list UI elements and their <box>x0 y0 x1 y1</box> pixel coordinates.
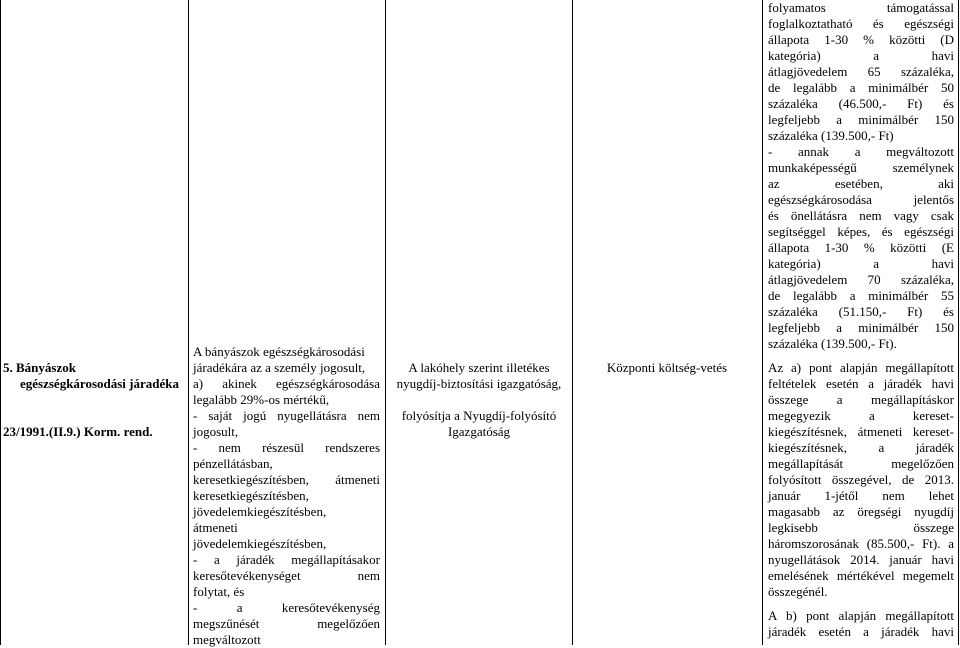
amount-rule-b-line: A b) pont alapján megállapított <box>768 608 954 623</box>
eligibility-text-line: a) akinek egészségkárosodása <box>193 376 380 391</box>
eligibility-text-line: - a járadék megállapításakor <box>193 552 380 567</box>
amount-rules-text-line: százaléka (139.500,- Ft). <box>768 336 897 351</box>
eligibility-text-line: - saját jogú nyugellátásra nem <box>193 408 380 423</box>
amount-rule-a-line: emelésének mértékével megemelt <box>768 568 954 583</box>
administering-body-line2: nyugdíj-biztosítási igazgatóság, <box>396 376 562 391</box>
amount-rules-text-line: állapota 1-30 % közötti (D <box>768 32 954 47</box>
amount-rule-a-line: megállapítását megelőzően <box>768 456 954 471</box>
amount-rule-a-line: legkisebb összege <box>768 520 954 535</box>
column-divider-4 <box>762 0 763 645</box>
eligibility-text-line: megszűnését megelőzően <box>193 616 380 631</box>
eligibility-conditions-text <box>193 344 380 648</box>
eligibility-text-line: folytat, és <box>193 584 245 599</box>
amount-rules-text-line: az esetében, aki <box>768 176 954 191</box>
disbursing-body-line1: folyósítja a Nyugdíj-folyósító <box>401 408 557 423</box>
eligibility-text-line: - nem részesül rendszeres <box>193 440 380 455</box>
eligibility-text-line: átmeneti <box>193 520 238 535</box>
column-divider-3 <box>572 0 573 645</box>
amount-rules-text-line: és önellátásra nem vagy csak <box>768 208 954 223</box>
administering-body-line1: A lakóhely szerint illetékes <box>408 360 550 375</box>
eligibility-text-line: megváltozott <box>193 632 261 647</box>
column-divider-2 <box>385 0 386 645</box>
amount-rules-text-line: százaléka (46.500,- Ft) és <box>768 96 954 111</box>
amount-rules-text-line: segítséggel képes, és egészségi <box>768 224 954 239</box>
amount-rules-text-line: legfeljebb a minimálbér 150 <box>768 320 954 335</box>
amount-rules-text-line: folyamatos támogatással <box>768 0 954 15</box>
amount-rule-a-line: Az a) pont alapján megállapított <box>768 360 954 375</box>
eligibility-text-line: keresetkiegészítésben, <box>193 488 309 503</box>
amount-rules-text-line: kategória) a havi <box>768 256 954 271</box>
amount-rule-a-line: feltételek esetén a járadék havi <box>768 376 954 391</box>
eligibility-text-line: jogosult, <box>193 424 239 439</box>
amount-rules-text-line: átlagjövedelem 65 százaléka, <box>768 64 954 79</box>
column-divider-left-edge <box>0 0 1 645</box>
amount-rule-a-line: folyósított összegével, de 2013. <box>768 472 954 487</box>
amount-rules-text-line: kategória) a havi <box>768 48 954 63</box>
amount-rule-a-line: kiegészítésnek, a járadék <box>768 440 954 455</box>
column-divider-right-edge <box>958 0 959 645</box>
disbursing-body-line2: Igazgatóság <box>447 424 511 439</box>
amount-rules-text-line: munkaképességű személynek <box>768 160 954 175</box>
amount-rules-text-line: foglalkoztatható és egészségi <box>768 16 954 31</box>
amount-rule-a-line: megegyezik a kereset- <box>768 408 954 423</box>
amount-rules-text-line: egészségkárosodása jelentős <box>768 192 954 207</box>
eligibility-text-line: - a keresőtevékenység <box>193 600 380 615</box>
amount-rule-a-line: január 1-jétől nem lehet <box>768 488 954 503</box>
amount-rules-text-line: de legalább a minimálbér 55 <box>768 288 954 303</box>
amount-rule-a-line: háromszorosának (85.500,- Ft). a <box>768 536 954 551</box>
eligibility-text-line: A bányászok egészségkárosodási <box>193 344 365 359</box>
amount-rules-text-line: százaléka (139.500,- Ft) <box>768 128 894 143</box>
amount-rule-a-line: kiegészítésnek, átmeneti kereset- <box>768 424 954 439</box>
eligibility-text-line: keresetkiegészítésben, átmeneti <box>193 472 380 487</box>
amount-rules-continued-text <box>768 0 954 352</box>
amount-rule-a-line: összegénél. <box>768 584 828 599</box>
amount-rule-a-line: magasabb az öregségi nyugdíj <box>768 504 954 519</box>
eligibility-text-line: pénzellátásban, <box>193 456 273 471</box>
eligibility-text-line: jövedelemkiegészítésben, <box>193 536 327 551</box>
eligibility-text-line: legalább 29%-os mértékű, <box>193 392 330 407</box>
amount-rule-a-line: nyugellátások 2014. január havi <box>768 552 954 567</box>
amount-rule-a-text <box>768 360 954 600</box>
amount-rules-text-line: de legalább a minimálbér 50 <box>768 80 954 95</box>
eligibility-text-line: járadékára az a személy jogosult, <box>193 360 366 375</box>
benefit-heading-line1: 5. Bányászok <box>3 360 76 375</box>
column-divider-1 <box>188 0 189 645</box>
funding-source: Központi költség-vetés <box>606 360 728 375</box>
decree-reference: 23/1991.(II.9.) Korm. rend. <box>3 424 153 439</box>
amount-rule-b-text <box>768 608 954 640</box>
eligibility-text-line: jövedelemkiegészítésben, <box>193 504 327 519</box>
amount-rule-b-line: járadék esetén a járadék havi <box>768 624 954 639</box>
amount-rules-text-line: százaléka (51.150,- Ft) és <box>768 304 954 319</box>
amount-rules-text-line: átlagjövedelem 70 százaléka, <box>768 272 954 287</box>
amount-rules-text-line: legfeljebb a minimálbér 150 <box>768 112 954 127</box>
amount-rule-a-line: összege a megállapításkor <box>768 392 954 407</box>
benefit-heading-line2: egészségkárosodási járadéka <box>20 376 180 391</box>
amount-rules-text-line: állapota 1-30 % közötti (E <box>768 240 954 255</box>
eligibility-text-line: keresőtevékenységet nem <box>193 568 380 583</box>
amount-rules-text-line: - annak a megváltozott <box>768 144 954 159</box>
